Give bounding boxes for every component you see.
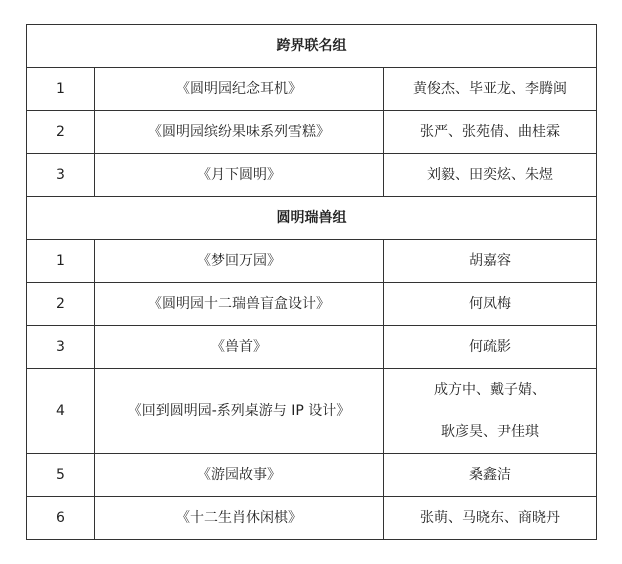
- work-title: 《圆明园纪念耳机》: [95, 68, 384, 111]
- table-row: [27, 497, 597, 540]
- work-title: 《游园故事》: [95, 454, 384, 497]
- authors-line: 耿彦昊、尹佳琪: [441, 424, 540, 440]
- authors: 黄俊杰、毕亚龙、李腾闽: [384, 68, 597, 111]
- row-number: 5: [27, 454, 95, 497]
- row-number: 2: [27, 111, 95, 154]
- row-number: 3: [27, 326, 95, 369]
- work-title: 《圆明园十二瑞兽盲盒设计》: [95, 283, 384, 326]
- table-row: [27, 68, 597, 111]
- work-title: 《圆明园缤纷果味系列雪糕》: [95, 111, 384, 154]
- table-row: [27, 111, 597, 154]
- awards-table: [26, 24, 597, 540]
- row-number: 6: [27, 497, 95, 540]
- row-number: 1: [27, 240, 95, 283]
- work-title: 《梦回万园》: [95, 240, 384, 283]
- row-number: 1: [27, 68, 95, 111]
- table-row: [27, 283, 597, 326]
- authors: 桑鑫洁: [384, 454, 597, 497]
- work-title: 《月下圆明》: [95, 154, 384, 197]
- authors: 刘毅、田奕炫、朱煜: [384, 154, 597, 197]
- authors-line: 成方中、戴子婧、: [434, 382, 547, 398]
- authors: 张严、张苑倩、曲桂霖: [384, 111, 597, 154]
- table-row: [27, 154, 597, 197]
- work-title: 《兽首》: [95, 326, 384, 369]
- authors: 张萌、马晓东、商晓丹: [384, 497, 597, 540]
- group-title: 跨界联名组: [27, 25, 597, 68]
- authors: [384, 369, 597, 454]
- authors: 何凤梅: [384, 283, 597, 326]
- table-row: [27, 326, 597, 369]
- table-row: [27, 369, 597, 454]
- work-title: 《回到圆明园-系列桌游与 IP 设计》: [95, 369, 384, 454]
- group-header-row: [27, 25, 597, 68]
- row-number: 4: [27, 369, 95, 454]
- row-number: 2: [27, 283, 95, 326]
- group-header-row: [27, 197, 597, 240]
- row-number: 3: [27, 154, 95, 197]
- authors: 胡嘉容: [384, 240, 597, 283]
- table-row: [27, 240, 597, 283]
- work-title: 《十二生肖休闲棋》: [95, 497, 384, 540]
- authors: 何疏影: [384, 326, 597, 369]
- group-title: 圆明瑞兽组: [27, 197, 597, 240]
- table-row: [27, 454, 597, 497]
